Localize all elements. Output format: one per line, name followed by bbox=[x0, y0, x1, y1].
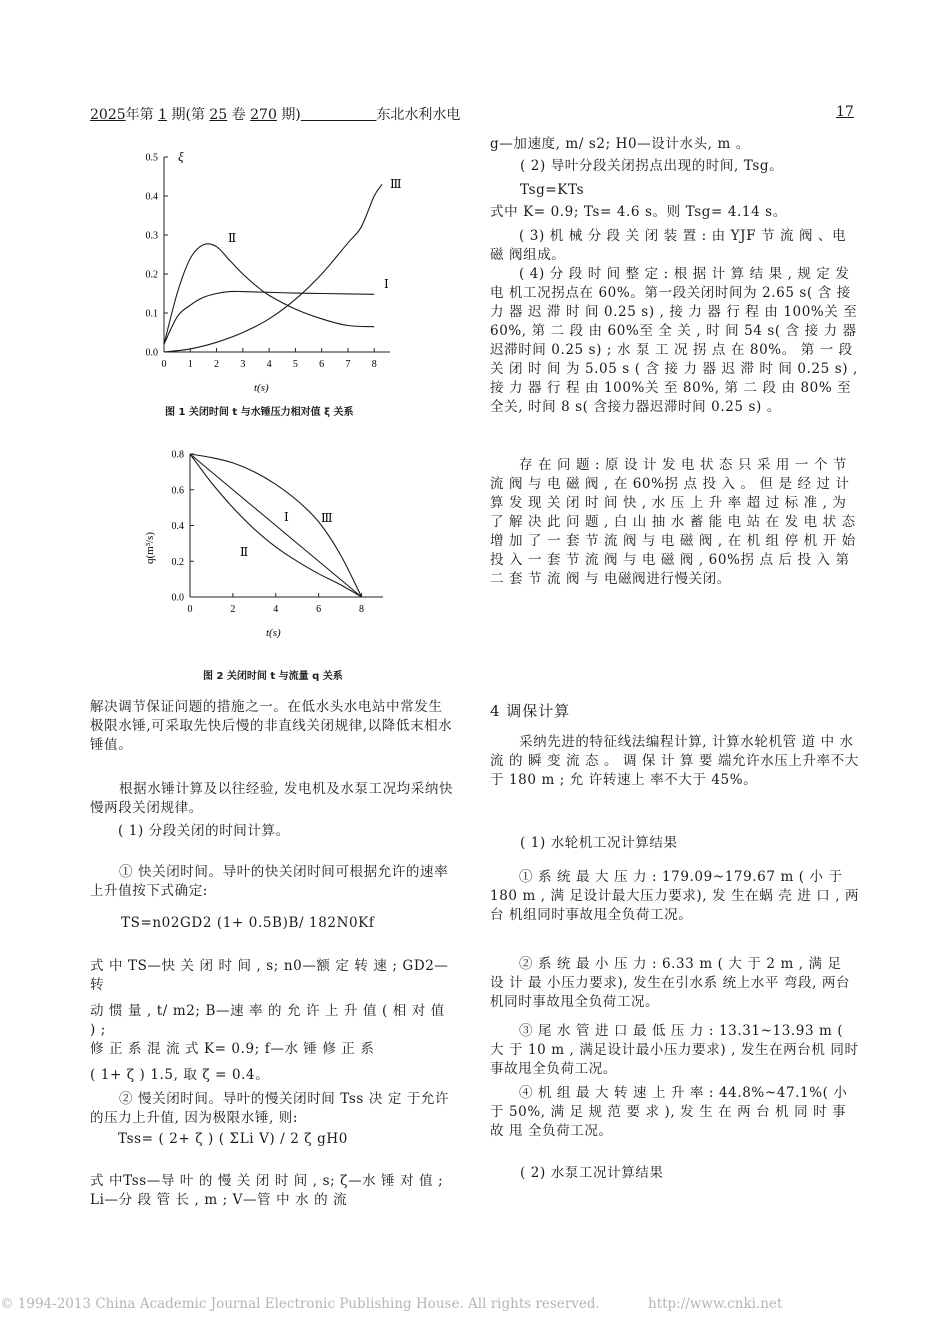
right-formula-tsg: Tsg=KTs bbox=[520, 182, 585, 198]
right-paragraph-6: ( 4) 分 段 时 间 整 定 : 根 据 计 算 结 果 , 规 定 发 电 机工况拐点在 60%。第一段关闭时间为 2.65 s( 含 接 力 器 迟 滞 时 间 0.25 s) , 接 力 器 行 程 由 100%关 至 60%, 第 二 段 由 60%至 全 关 , 时 间 54 s( 含 接 力 器迟滞时间 0.25 s) ; 水 泵 工 况 拐 点 在 80%。 第 一 段 关 闭 时 间 为 5.05 s ( 含 接 力 器 迟 滞 时 间 0.25 s) , 接 力 器 行 程 由 100%关 至 80%, 第 二 段 由 80% 至全关, 时间 8 s( 含接力器迟滞时间 0.25 s) 。 bbox=[490, 266, 858, 415]
figure2-label-I: Ⅰ bbox=[284, 510, 289, 524]
figure1-series-1-line bbox=[164, 291, 374, 344]
figure1-y-tick-label: 0.0 bbox=[145, 347, 158, 359]
figure1-label-I: Ⅰ bbox=[384, 277, 389, 291]
section-4-paragraph-6: ④ 机 组 最 大 转 速 上 升 率 : 44.8%~47.1%( 小 于 50%, 满 足 规 范 要 求 ), 发 生 在 两 台 机 同 时 事 故 甩 全负荷工况。 bbox=[490, 1085, 848, 1139]
figure1-series-3-line bbox=[164, 184, 382, 352]
figure2-y-tick-label: 0.2 bbox=[171, 556, 184, 568]
header-di: 第 bbox=[190, 107, 205, 123]
section-4-paragraph-4: ② 系 统 最 小 压 力 : 6.33 m ( 大 于 2 m , 满 足 设 计 最 小压力要求), 发生在引水系 统上水平 弯段, 两台机同时事故甩全负荷工况。 bbox=[490, 956, 851, 1010]
figure2-x-tick-label: 0 bbox=[187, 604, 193, 615]
figure1-x-tick-label: 5 bbox=[292, 359, 298, 370]
figure2-y-label: q(m³/s) bbox=[144, 531, 156, 565]
right-paragraph-1: g—加速度, m/ s2; H0—设计水头, m 。 bbox=[490, 136, 750, 152]
right-paragraph-4: 式中 K= 0.9; Ts= 4.6 s。则 Tsg= 4.14 s。 bbox=[490, 204, 787, 220]
figure1-label-III: Ⅲ bbox=[390, 177, 402, 191]
figure2-axes bbox=[172, 450, 384, 616]
section-4-paragraph-2: ( 1) 水轮机工况计算结果 bbox=[520, 835, 678, 851]
figure2-x-tick-label: 2 bbox=[230, 604, 236, 615]
figure1-x-tick-label: 4 bbox=[266, 359, 272, 370]
figure2-x-tick-label: 4 bbox=[273, 604, 279, 615]
page-number: 17 bbox=[836, 104, 854, 120]
figure2-x-tick-label: 6 bbox=[316, 604, 322, 615]
figure2-y-tick-label: 0.4 bbox=[171, 521, 184, 532]
section-4-paragraph-7: ( 2) 水泵工况计算结果 bbox=[520, 1165, 664, 1181]
figure2-series-1-line bbox=[190, 454, 362, 597]
footer-url: http://www.cnki.net bbox=[648, 1296, 783, 1312]
figure1-label-II: Ⅱ bbox=[228, 231, 237, 245]
header-qi: 期( bbox=[171, 107, 191, 123]
figure2-label-III: Ⅲ bbox=[321, 511, 333, 525]
figure1-y-tick-label: 0.5 bbox=[145, 152, 158, 164]
figure1-x-tick-label: 1 bbox=[187, 359, 193, 370]
header-volume: 25 bbox=[209, 107, 228, 123]
right-paragraph-5: ( 3) 机 械 分 段 关 闭 装 置 : 由 YJF 节 流 阀 、电 磁 阀组成。 bbox=[490, 228, 847, 263]
figure2-y-tick-label: 0.8 bbox=[171, 449, 184, 461]
header-juan: 卷 bbox=[231, 107, 246, 123]
header-qi-close: 期) bbox=[281, 107, 301, 123]
figure1-y-tick-label: 0.3 bbox=[145, 230, 158, 242]
header-year: 2025 bbox=[90, 107, 126, 123]
left-paragraph-10: 式 中Tss—导 叶 的 慢 关 闭 时 间 , s; ζ—水 锤 对 值 ; Li—分 段 管 长 , m ; V—管 中 水 的 流 bbox=[90, 1173, 444, 1208]
figure2-caption: 图 2 关闭时间 t 与流量 q 关系 bbox=[203, 671, 343, 682]
figure2-label-II: Ⅱ bbox=[240, 545, 249, 559]
left-paragraph-8: ( 1+ ζ ) 1.5, 取 ζ = 0.4。 bbox=[90, 1067, 270, 1083]
section-4-title: 4 调保计算 bbox=[490, 702, 571, 720]
figure1-x-tick-label: 6 bbox=[319, 359, 325, 370]
section-4-paragraph-3: ① 系 统 最 大 压 力 : 179.09~179.67 m ( 小 于 180 m , 满 足设计最大压力要求), 发 生在蜗 壳 进 口 , 两 台 机组同时事故甩全负荷工况。 bbox=[490, 869, 860, 923]
left-paragraph-7: 修 正 系 混 流 式 K= 0.9; f—水 锤 修 正 系 bbox=[90, 1041, 375, 1057]
left-paragraph-9: ② 慢关闭时间。导叶的慢关闭时间 Tss 决 定 于允许的压力上升值, 因为极限水锤, 则: bbox=[90, 1091, 450, 1126]
figure2-x-tick-label: 8 bbox=[359, 604, 365, 615]
left-paragraph-3: ( 1) 分段关闭的时间计算。 bbox=[118, 823, 290, 839]
header-nian-di: 年第 bbox=[125, 107, 154, 123]
left-paragraph-6: 动 惯 量 , t/ m2; B—速 率 的 允 许 上 升 值 ( 相 对 值 ) ; bbox=[90, 1003, 445, 1038]
left-paragraph-5: 式 中 TS—快 关 闭 时 间 , s; n0—额 定 转 速 ; GD2—转 bbox=[90, 958, 449, 993]
formula-tss: Tss= ( 2+ ζ ) ( ΣLi V) / 2 ζ gH0 bbox=[118, 1131, 348, 1147]
figure2-x-label: t(s) bbox=[266, 627, 281, 639]
figure1-x-tick-label: 3 bbox=[240, 359, 246, 370]
figure1-caption: 图 1 关闭时间 t 与水锤压力相对值 ξ 关系 bbox=[165, 407, 354, 418]
figure2-y-tick-label: 0.0 bbox=[171, 592, 184, 604]
right-paragraph-2: ( 2) 导叶分段关闭拐点出现的时间, Tsg。 bbox=[520, 158, 784, 174]
figure1-y-symbol: ξ bbox=[178, 149, 184, 164]
header-journal: 东北水利水电 bbox=[376, 107, 461, 123]
header-issue: 1 bbox=[158, 107, 168, 123]
figure2-series bbox=[190, 454, 362, 597]
section-4-paragraph-1: 采纳先进的特征线法编程计算, 计算水轮机管 道 中 水 流 的 瞬 变 流 态 。 调 保 计 算 要 端允许水压上升率不大于 180 m ; 允 许转速上 率不大于 45%。 bbox=[490, 734, 859, 788]
figure2-y-tick-label: 0.6 bbox=[171, 485, 184, 497]
formula-ts: TS=n02GD2 (1+ 0.5B)B/ 182N0Kf bbox=[121, 915, 375, 931]
figure1-x-tick-label: 7 bbox=[345, 359, 351, 370]
figure1-chart bbox=[130, 145, 420, 405]
right-paragraph-7: 存 在 问 题 : 原 设 计 发 电 状 态 只 采 用 一 个 节 流 阀 与 电 磁 阀 , 在 60%拐 点 投 入 。 但 是 经 过 计 算 发 现 关 闭 时 间 快 , 水 压 上 升 率 超 过 标 准 , 为 了 解 决 此 问 题 , 白 山 抽 水 蓄 能 电 站 在 发 电 状 态 增 加 了 一 套 节 流 阀 与 电 磁 阀 , 在 机 组 停 机 开 始 投 入 一 套 节 流 阀 与 电 磁 阀 , 60%拐 点 后 投 入 第 二 套 节 流 阀 与 电磁阀进行慢关闭。 bbox=[490, 457, 856, 587]
figure2-chart bbox=[140, 440, 400, 650]
figure1-x-tick-label: 0 bbox=[161, 359, 167, 370]
left-paragraph-1: 解决调节保证问题的措施之一。在低水头水电站中常发生极限水锤,可采取先快后慢的非直线关闭规律,以降低末相水锤值。 bbox=[90, 699, 453, 753]
figure1-x-label: t(s) bbox=[254, 382, 269, 394]
figure1-x-tick-label: 8 bbox=[371, 359, 377, 370]
section-4-paragraph-5: ③ 尾 水 管 进 口 最 低 压 力 : 13.31~13.93 m ( 大 于 10 m , 满足设计最小压力要求) , 发生在两台机 同时事故甩全负荷工况。 bbox=[490, 1023, 859, 1077]
header-rule bbox=[301, 107, 377, 123]
left-paragraph-4: ① 快关闭时间。导叶的快关闭时间可根据允许的速率上升值按下式确定: bbox=[90, 864, 449, 899]
figure1-series bbox=[164, 184, 382, 352]
left-paragraph-2: 根据水锤计算及以往经验, 发电机及水泵工况均采纳快慢两段关闭规律。 bbox=[90, 781, 454, 816]
footer-copyright: © 1994-2013 China Academic Journal Electronic Publishing House. All rights reserved. bbox=[0, 1296, 600, 1312]
running-header bbox=[90, 104, 460, 124]
figure1-axes bbox=[146, 153, 391, 371]
figure1-y-tick-label: 0.1 bbox=[145, 308, 158, 320]
header-total: 270 bbox=[250, 107, 277, 123]
figure1-y-tick-label: 0.4 bbox=[145, 191, 158, 203]
figure1-y-tick-label: 0.2 bbox=[145, 269, 158, 281]
figure1-x-tick-label: 2 bbox=[214, 359, 220, 370]
